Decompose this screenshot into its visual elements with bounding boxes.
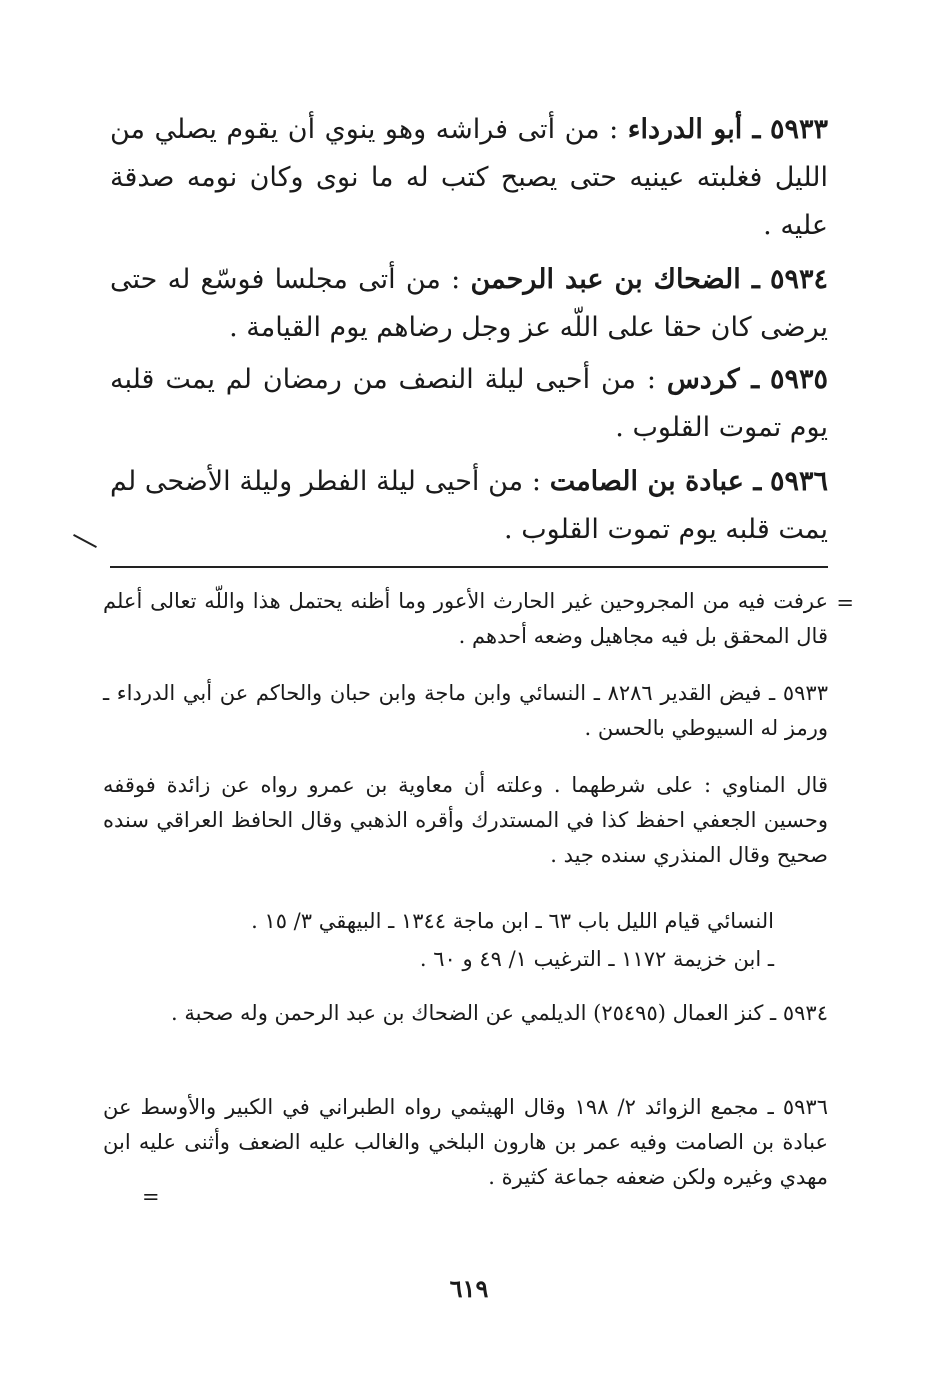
entry-5936 xyxy=(110,458,828,554)
margin-mark xyxy=(73,534,97,548)
entry-narrator: عبادة بن الصامت xyxy=(549,466,744,497)
footnote-continuation: عرفت فيه من المجروحين غير الحارث الأعور وما أظنه يحتمل هذا واللّه تعالى أعلم قال المحقق بل فيه مجاهيل وضعه أحدهم . xyxy=(103,589,828,648)
entry-5933 xyxy=(110,106,828,250)
continuation-end-mark: = xyxy=(142,1185,160,1209)
entry-text: من أتى مجلسا فوسّع له حتى يرضى كان حقا على اللّه عز وجل رضاهم يوم القيامة . xyxy=(110,264,828,343)
entry-text: من أتى فراشه وهو ينوي أن يقوم يصلي من الليل فغلبته عينيه حتى يصبح كتب له ما نوى وكان نومه صدقة عليه . xyxy=(110,114,828,241)
entry-number: ٥٩٣٣ xyxy=(770,114,829,145)
entry-dash: ـ xyxy=(740,264,760,295)
entry-dash: ـ xyxy=(743,466,762,497)
entry-dash: ـ xyxy=(739,364,760,395)
entry-narrator: أبو الدرداء xyxy=(627,114,743,145)
entry-narrator: كردس xyxy=(666,364,740,395)
entry-colon: : xyxy=(523,466,550,497)
entry-number: ٥٩٣٦ xyxy=(770,466,829,497)
page-number: ٦١٩ xyxy=(449,1274,489,1303)
footnote-5933-sources: ٥٩٣٣ ـ فيض القدير ٨٢٨٦ ـ النسائي وابن ماجة وابن حبان والحاكم عن أبي الدرداء ـ ورمز له السيوطي بالحسن . xyxy=(103,681,828,740)
footnote-5936: ٥٩٣٦ ـ مجمع الزوائد ٢/ ١٩٨ وقال الهيثمي رواه الطبراني في الكبير والأوسط عن عبادة بن الصامت وفيه عمر بن هارون البلخي والغالب عليه الضعف وأثنى عليه ابن مهدي وغيره ولكن ضعفه جماعة كثيرة . xyxy=(103,1095,828,1189)
entry-number: ٥٩٣٤ xyxy=(770,264,829,295)
footnote-5934: ٥٩٣٤ ـ كنز العمال (٢٥٤٩٥) الديلمي عن الضحاك بن عبد الرحمن وله صحبة . xyxy=(171,1001,828,1025)
continuation-mark: = xyxy=(836,591,854,615)
entry-text: من أحيى ليلة النصف من رمضان لم يمت قلبه يوم تموت القلوب . xyxy=(110,364,828,443)
entry-5934 xyxy=(110,256,828,352)
entry-colon: : xyxy=(440,264,471,295)
entry-number: ٥٩٣٥ xyxy=(770,364,829,395)
footnote-separator xyxy=(110,566,828,568)
entry-narrator: الضحاك بن عبد الرحمن xyxy=(470,264,741,295)
footnote-5933-refs-2: ـ ابن خزيمة ١١٧٢ ـ الترغيب ١/ ٤٩ و ٦٠ . xyxy=(419,947,774,971)
entry-5935 xyxy=(110,356,828,452)
entry-text: من أحيى ليلة الفطر وليلة الأضحى لم يمت قلبه يوم تموت القلوب . xyxy=(110,466,828,545)
footnote-5933-refs-1: النسائي قيام الليل باب ٦٣ ـ ابن ماجة ١٣٤٤ ـ البيهقي ٣/ ١٥ . xyxy=(251,909,774,933)
entry-colon: : xyxy=(636,364,667,395)
entry-dash: ـ xyxy=(742,114,761,145)
entry-colon: : xyxy=(599,114,628,145)
footnote-5933-commentary: قال المناوي : على شرطهما . وعلته أن معاوية بن عمرو رواه عن زائدة فوقفه وحسين الجعفي احفظ كذا في المستدرك وأقره الذهبي وقال الحافظ العراقي سنده صحيح وقال المنذري سنده جيد . xyxy=(103,773,828,867)
